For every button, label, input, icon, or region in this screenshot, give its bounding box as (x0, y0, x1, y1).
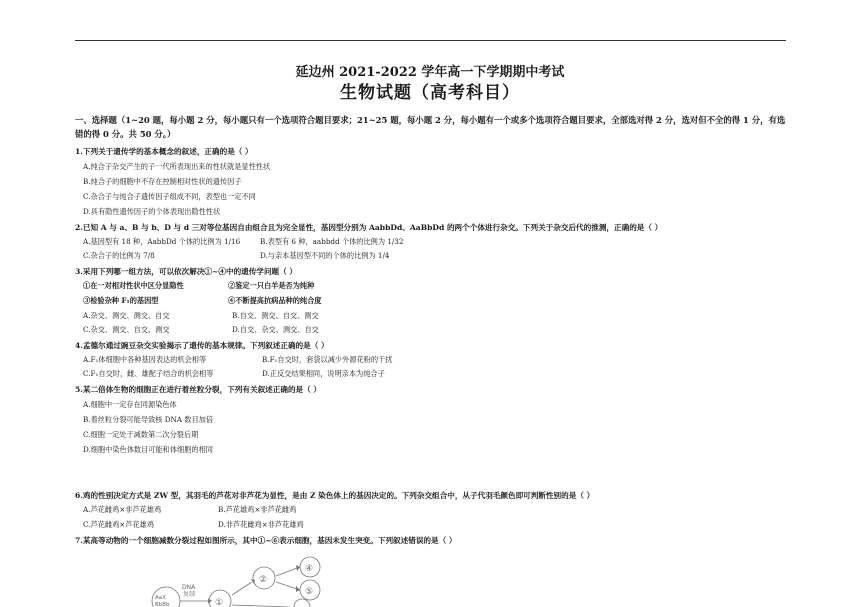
cell-3-partial (294, 599, 310, 607)
dna-label-1: DNA (182, 584, 196, 591)
arrowhead-5 (296, 586, 300, 592)
dna-label-2: 复制 (183, 591, 196, 598)
exam-subtitle: 生物试题（高考科目） (340, 83, 520, 103)
question-5-stem: 5.某二倍体生物的细胞正在进行着丝粒分裂，下列有关叙述正确的是（ ） (75, 385, 321, 394)
question-6-option-b: B.芦花雄鸡×非芦花雌鸡 (218, 505, 297, 514)
question-3-item-2: ②鉴定一只白羊是否为纯种 (228, 281, 315, 290)
question-3-stem: 3.采用下列哪一组方法，可以依次解决①~④中的遗传学问题（ ） (75, 267, 297, 276)
question-5-option-c: C.细胞一定处于减数第二次分裂后期 (83, 430, 199, 439)
question-6-option-c: C.芦花雌鸡×芦花雄鸡 (83, 520, 155, 529)
question-6-option-d: D.非芦花雌鸡×非芦花雄鸡 (218, 520, 304, 529)
question-4-option-d: D.正反交结果相同，说明亲本为纯合子 (262, 369, 385, 378)
question-4-option-a: A.F₁体细胞中各种基因表达的机会相等 (83, 355, 207, 364)
question-4-stem: 4.孟德尔通过豌豆杂交实验揭示了遗传的基本规律。下列叙述正确的是（ ） (75, 341, 329, 350)
question-6-stem: 6.鸡的性别决定方式是 ZW 型，其羽毛的芦花对非芦花为显性，是由 Z 染色体上的基因决定的。下列杂交组合中，从子代羽毛颜色即可判断性别的是（ ） (75, 491, 595, 500)
cell-4-label: ④ (305, 564, 314, 574)
question-3-option-b: B.自交、测交、自交、测交 (232, 311, 319, 320)
exam-title: 延边州 2021-2022 学年高一下学期期中考试 (295, 65, 565, 80)
question-3-item-3: ③检验杂种 F₁的基因型 (83, 296, 159, 305)
cell-5-label: ⑤ (305, 587, 314, 597)
question-3-option-c: C.杂交、测交、自交、测交 (83, 325, 170, 334)
question-2-option-d: D.与亲本基因型不同的个体的比例为 1/4 (260, 251, 390, 260)
question-1-option-c: C.杂合子与纯合子遗传因子组成不同，表型也一定不同 (83, 192, 256, 201)
cell-genotype-1: AaX (155, 595, 166, 601)
question-4-option-b: B.F₁自交时，套袋以减少外源花粉的干扰 (262, 355, 393, 364)
question-1-option-b: B.纯合子的细胞中不存在控制相对性状的遗传因子 (83, 177, 242, 186)
question-2-option-a: A.基因型有 18 种，AabbDd 个体的比例为 1/16 (83, 237, 241, 246)
question-1-option-d: D.具有隐性遗传因子的个体表现出隐性性状 (83, 207, 221, 216)
question-6-option-a: A.芦花雌鸡×非芦花雄鸡 (83, 505, 162, 514)
arrow-to-cell-2 (232, 582, 252, 595)
cell-genotype-2: BbBb (155, 602, 170, 607)
question-1-option-a: A.纯合子杂交产生的子一代所表现出来的性状就是显性性状 (83, 162, 271, 171)
arrowhead-1 (208, 599, 212, 604)
question-7-stem: 7.某高等动物的一个细胞减数分裂过程如图所示，其中①~⑥表示细胞，基因未发生突变。下列叙述错误的是（ ） (75, 536, 457, 545)
question-5-option-a: A.细胞中一定存在同源染色体 (83, 400, 177, 409)
section-intro: 一、选择题（1~20 题，每小题 2 分，每小题只有一个选项符合题目要求；21~25 题，每小题 2 分，每小题有一个或多个选项符合题目要求，全部选对得 2 分，选对但不全的得 1 分，有选错的得 0 分。共 50 分。） (75, 115, 786, 139)
arrowhead-4 (296, 565, 300, 571)
question-2-option-b: B.表型有 6 种，aabbdd 个体的比例为 1/32 (260, 237, 404, 246)
question-3-option-d: D.自交、杂交、测交、自交 (232, 325, 319, 334)
question-3-item-1: ①在一对相对性状中区分显隐性 (83, 281, 184, 290)
question-1-stem: 1.下列关于遗传学的基本概念的叙述，正确的是（ ） (75, 147, 253, 156)
question-4-option-c: C.F₁自交时，雌、雄配子结合的机会相等 (83, 369, 214, 378)
question-5-option-d: D.细胞中染色体数目可能和体细胞的相同 (83, 445, 213, 454)
cell-2-label: ② (259, 575, 268, 585)
header-rule (75, 40, 786, 41)
question-5-option-b: B.着丝粒分裂可能导致核 DNA 数目加倍 (83, 415, 214, 424)
question-3-item-4: ④不断提高抗病品种的纯合度 (228, 296, 322, 305)
question-2-stem: 2.已知 A 与 a、B 与 b、D 与 d 三对等位基因自由组合且为完全显性，基因型分别为 AabbDd、AaBbDd 的两个个体进行杂交。下列关于杂交后代的推测，正确的是（ ） (75, 223, 663, 232)
question-2-option-c: C.杂合子的比例为 7/8 (83, 251, 155, 260)
meiosis-diagram (150, 555, 380, 607)
cell-1-label: ① (215, 598, 224, 607)
arrow-to-cell-4 (276, 568, 297, 576)
arrow-to-cell-5 (276, 582, 297, 589)
question-3-option-a: A.杂交、测交、测交、自交 (83, 311, 170, 320)
